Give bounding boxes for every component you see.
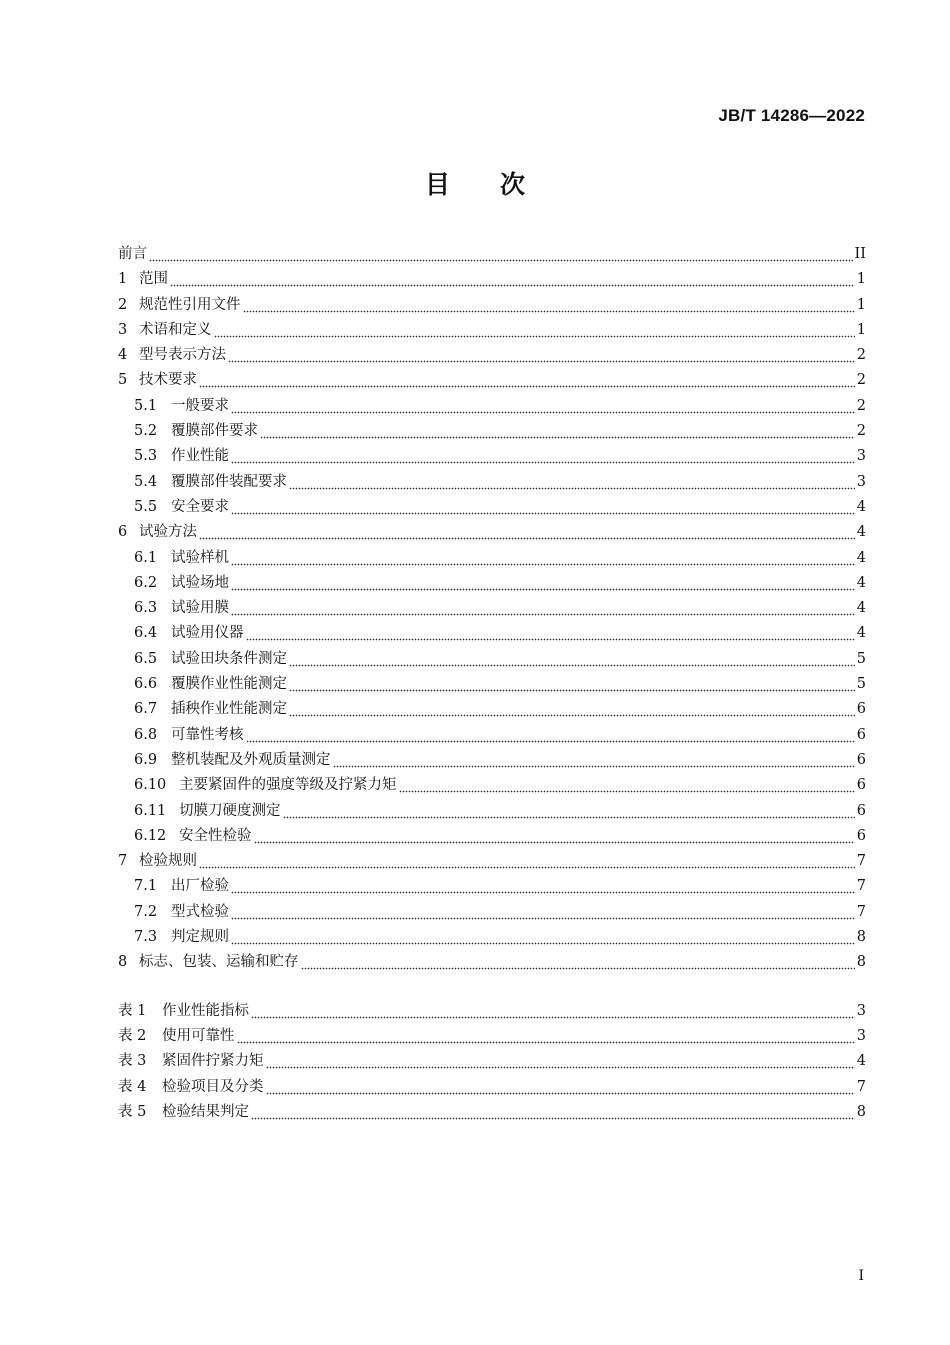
standard-number: JB/T 14286—2022	[718, 106, 865, 125]
toc-entry[interactable]	[118, 950, 866, 975]
toc-entry[interactable]	[118, 874, 866, 899]
toc-entry-number: 6.7	[134, 701, 158, 718]
toc-entry-page: 7	[856, 1078, 866, 1095]
toc-entry-page: 3	[856, 448, 866, 465]
toc-entry-number: 7	[118, 853, 128, 870]
toc-entry-page: 3	[856, 1002, 866, 1019]
toc-entry-title: 整机装配及外观质量测定	[171, 751, 331, 768]
toc-entry-page: 4	[856, 498, 866, 515]
dot-leader	[149, 242, 853, 267]
toc-entry-title: 安全性检验	[179, 827, 252, 844]
toc-entry-title: 检验结果判定	[162, 1103, 249, 1120]
toc-entry-page: 4	[856, 1053, 866, 1070]
toc-entry-number: 6	[118, 524, 128, 541]
toc-entry-title: 作业性能	[171, 448, 229, 465]
toc-entry[interactable]	[118, 444, 866, 469]
toc-entry-title: 试验样机	[171, 549, 229, 566]
toc-entry-title: 覆膜部件装配要求	[171, 473, 287, 490]
dot-leader	[301, 950, 855, 975]
toc-entry-number: 5.1	[134, 397, 158, 414]
dot-leader	[237, 1024, 855, 1049]
toc-entry-number: 1	[118, 271, 128, 288]
toc-entry[interactable]	[118, 849, 866, 874]
toc-entry-page: 4	[856, 600, 866, 617]
dot-leader	[231, 495, 855, 520]
dot-leader	[231, 925, 855, 950]
toc-entry-title: 作业性能指标	[162, 1002, 249, 1019]
toc-entry-title: 术语和定义	[139, 321, 212, 338]
dot-leader	[246, 621, 855, 646]
toc-entry-number: 2	[118, 296, 128, 313]
dot-leader	[231, 900, 855, 925]
dot-leader	[246, 723, 855, 748]
toc-entry-number: 5.5	[134, 498, 158, 515]
toc-entry-title: 覆膜部件要求	[171, 423, 258, 440]
toc-entry-number: 6.3	[134, 600, 158, 617]
toc-entry[interactable]	[118, 520, 866, 545]
toc-entry-title: 出厂检验	[171, 878, 229, 895]
toc-entry-title: 切膜刀硬度测定	[179, 802, 281, 819]
toc-entry-page: 1	[856, 296, 866, 313]
toc-entry-page: 8	[856, 929, 866, 946]
toc-entry[interactable]	[118, 267, 866, 292]
toc-entry-page: 4	[856, 549, 866, 566]
toc-title: 目次	[424, 170, 575, 199]
toc-entry[interactable]	[118, 773, 866, 798]
toc-entry-title: 安全要求	[171, 498, 229, 515]
toc-entry-number: 4	[118, 347, 128, 364]
dot-leader	[289, 672, 855, 697]
dot-leader	[231, 546, 855, 571]
toc-entry-title: 检验规则	[139, 853, 197, 870]
toc-entry-page: 6	[856, 751, 866, 768]
dot-leader	[199, 368, 855, 393]
toc-entry-number: 表 5	[118, 1103, 147, 1120]
toc-entry[interactable]	[118, 621, 866, 646]
dot-leader	[231, 394, 855, 419]
dot-leader	[214, 318, 855, 343]
toc-entry-page: 1	[856, 271, 866, 288]
toc-entry-page: 6	[856, 802, 866, 819]
toc-entry-page: 6	[856, 827, 866, 844]
dot-leader	[228, 343, 855, 368]
toc-entry[interactable]	[118, 900, 866, 925]
toc-entry-number: 5.2	[134, 423, 158, 440]
toc-entry-number: 7.3	[134, 929, 158, 946]
dot-leader	[283, 799, 855, 824]
toc-entry[interactable]	[118, 571, 866, 596]
toc-entry-page: 6	[856, 726, 866, 743]
toc-entry[interactable]	[118, 495, 866, 520]
toc-entry[interactable]	[118, 470, 866, 495]
toc-entry-title: 试验场地	[171, 574, 229, 591]
toc-entry-page: 5	[856, 650, 866, 667]
dot-leader	[231, 596, 855, 621]
toc-entry-page: 8	[856, 954, 866, 971]
toc-entry-number: 表 4	[118, 1078, 147, 1095]
toc-entry-page: 4	[856, 625, 866, 642]
toc-entry-number: 6.1	[134, 549, 158, 566]
toc-entry[interactable]	[118, 546, 866, 571]
page-number: I	[858, 1268, 864, 1284]
dot-leader	[289, 647, 855, 672]
toc-entry-page: 3	[856, 473, 866, 490]
toc-entry-page: 2	[856, 423, 866, 440]
toc-entry-title: 标志、包装、运输和贮存	[139, 954, 299, 971]
toc-entry-page: 4	[856, 524, 866, 541]
dot-leader	[254, 824, 855, 849]
toc-entry[interactable]	[118, 723, 866, 748]
toc-entry-title: 紧固件拧紧力矩	[162, 1053, 264, 1070]
toc-entry-page: 8	[856, 1103, 866, 1120]
toc-entry[interactable]	[118, 368, 866, 393]
toc-entry-page: 4	[856, 574, 866, 591]
toc-entry-number: 7.1	[134, 878, 158, 895]
toc-entry[interactable]	[118, 799, 866, 824]
toc-entry[interactable]	[118, 925, 866, 950]
toc-entry-title: 型式检验	[171, 903, 229, 920]
toc-entry-page: 2	[856, 372, 866, 389]
toc-entry-title: 判定规则	[171, 929, 229, 946]
dot-leader	[199, 520, 855, 545]
toc-entry-title: 覆膜作业性能测定	[171, 676, 287, 693]
toc-entry[interactable]	[118, 242, 866, 267]
toc-entry[interactable]	[118, 1024, 866, 1049]
toc-entry[interactable]	[118, 394, 866, 419]
toc-entry-page: 6	[856, 777, 866, 794]
toc-entry-number: 表 1	[118, 1002, 147, 1019]
dot-leader	[170, 267, 855, 292]
toc-entry[interactable]	[118, 419, 866, 444]
toc-entry-number: 表 3	[118, 1053, 147, 1070]
toc-entry-title: 前言	[118, 246, 147, 262]
toc-entry-number: 7.2	[134, 903, 158, 920]
toc-entry[interactable]	[118, 343, 866, 368]
dot-leader	[251, 1100, 855, 1125]
toc-entry-page: 7	[856, 878, 866, 895]
toc-entry-page: 6	[856, 701, 866, 718]
toc-entry-page: 2	[856, 397, 866, 414]
toc-entry-title: 技术要求	[139, 372, 197, 389]
toc-entry[interactable]	[118, 672, 866, 697]
toc-entry[interactable]	[118, 999, 866, 1024]
dot-leader	[399, 773, 855, 798]
dot-leader	[231, 444, 855, 469]
toc-entry-title: 使用可靠性	[162, 1027, 235, 1044]
toc-entry-title: 插秧作业性能测定	[171, 701, 287, 718]
toc-entry[interactable]	[118, 748, 866, 773]
toc-entry[interactable]	[118, 697, 866, 722]
toc-entry-number: 5	[118, 372, 128, 389]
toc-entry-number: 6.2	[134, 574, 158, 591]
dot-leader	[199, 849, 855, 874]
dot-leader	[266, 1049, 855, 1074]
toc-entry-page: 3	[856, 1027, 866, 1044]
toc-entry-number: 表 2	[118, 1027, 147, 1044]
toc-entry-title: 试验用膜	[171, 600, 229, 617]
toc-entry-number: 6.9	[134, 751, 158, 768]
toc-entry[interactable]	[118, 824, 866, 849]
dot-leader	[231, 571, 855, 596]
dot-leader	[289, 470, 855, 495]
toc-entry-number: 5.3	[134, 448, 158, 465]
toc-entry-number: 6.6	[134, 676, 158, 693]
toc-entry-number: 6.5	[134, 650, 158, 667]
dot-leader	[243, 293, 855, 318]
toc-entry-title: 规范性引用文件	[139, 296, 241, 313]
dot-leader	[260, 419, 855, 444]
toc-entry-page: II	[854, 246, 866, 262]
toc-entry-page: 5	[856, 676, 866, 693]
toc-entry[interactable]	[118, 1049, 866, 1074]
toc-entry-title: 主要紧固件的强度等级及拧紧力矩	[179, 777, 397, 794]
toc-entry[interactable]	[118, 596, 866, 621]
dot-leader	[266, 1075, 855, 1100]
toc-entry-title: 检验项目及分类	[162, 1078, 264, 1095]
toc-entry-page: 7	[856, 853, 866, 870]
dot-leader	[333, 748, 855, 773]
toc-entry-number: 6.10	[134, 777, 167, 794]
toc-entry-title: 一般要求	[171, 397, 229, 414]
toc-entry-page: 1	[856, 321, 866, 338]
dot-leader	[231, 874, 855, 899]
dot-leader	[251, 999, 855, 1024]
toc-entry-page: 7	[856, 903, 866, 920]
dot-leader	[289, 697, 855, 722]
table-of-contents	[118, 242, 866, 1125]
toc-entry-number: 6.11	[134, 802, 167, 819]
toc-entry-number: 6.12	[134, 827, 167, 844]
toc-entry-number: 8	[118, 954, 128, 971]
toc-entry-number: 3	[118, 321, 128, 338]
toc-entry[interactable]	[118, 647, 866, 672]
toc-entry[interactable]	[118, 1075, 866, 1100]
toc-entry-title: 试验田块条件测定	[171, 650, 287, 667]
toc-entry-title: 范围	[139, 271, 168, 288]
toc-entry-title: 试验方法	[139, 524, 197, 541]
toc-entry[interactable]	[118, 318, 866, 343]
toc-entry-number: 6.8	[134, 726, 158, 743]
toc-entry-title: 型号表示方法	[139, 347, 226, 364]
toc-entry-title: 试验用仪器	[171, 625, 244, 642]
toc-entry[interactable]	[118, 293, 866, 318]
toc-entry[interactable]	[118, 1100, 866, 1125]
toc-entry-title: 可靠性考核	[171, 726, 244, 743]
toc-entry-number: 6.4	[134, 625, 158, 642]
toc-entry-page: 2	[856, 347, 866, 364]
toc-entry-number: 5.4	[134, 473, 158, 490]
